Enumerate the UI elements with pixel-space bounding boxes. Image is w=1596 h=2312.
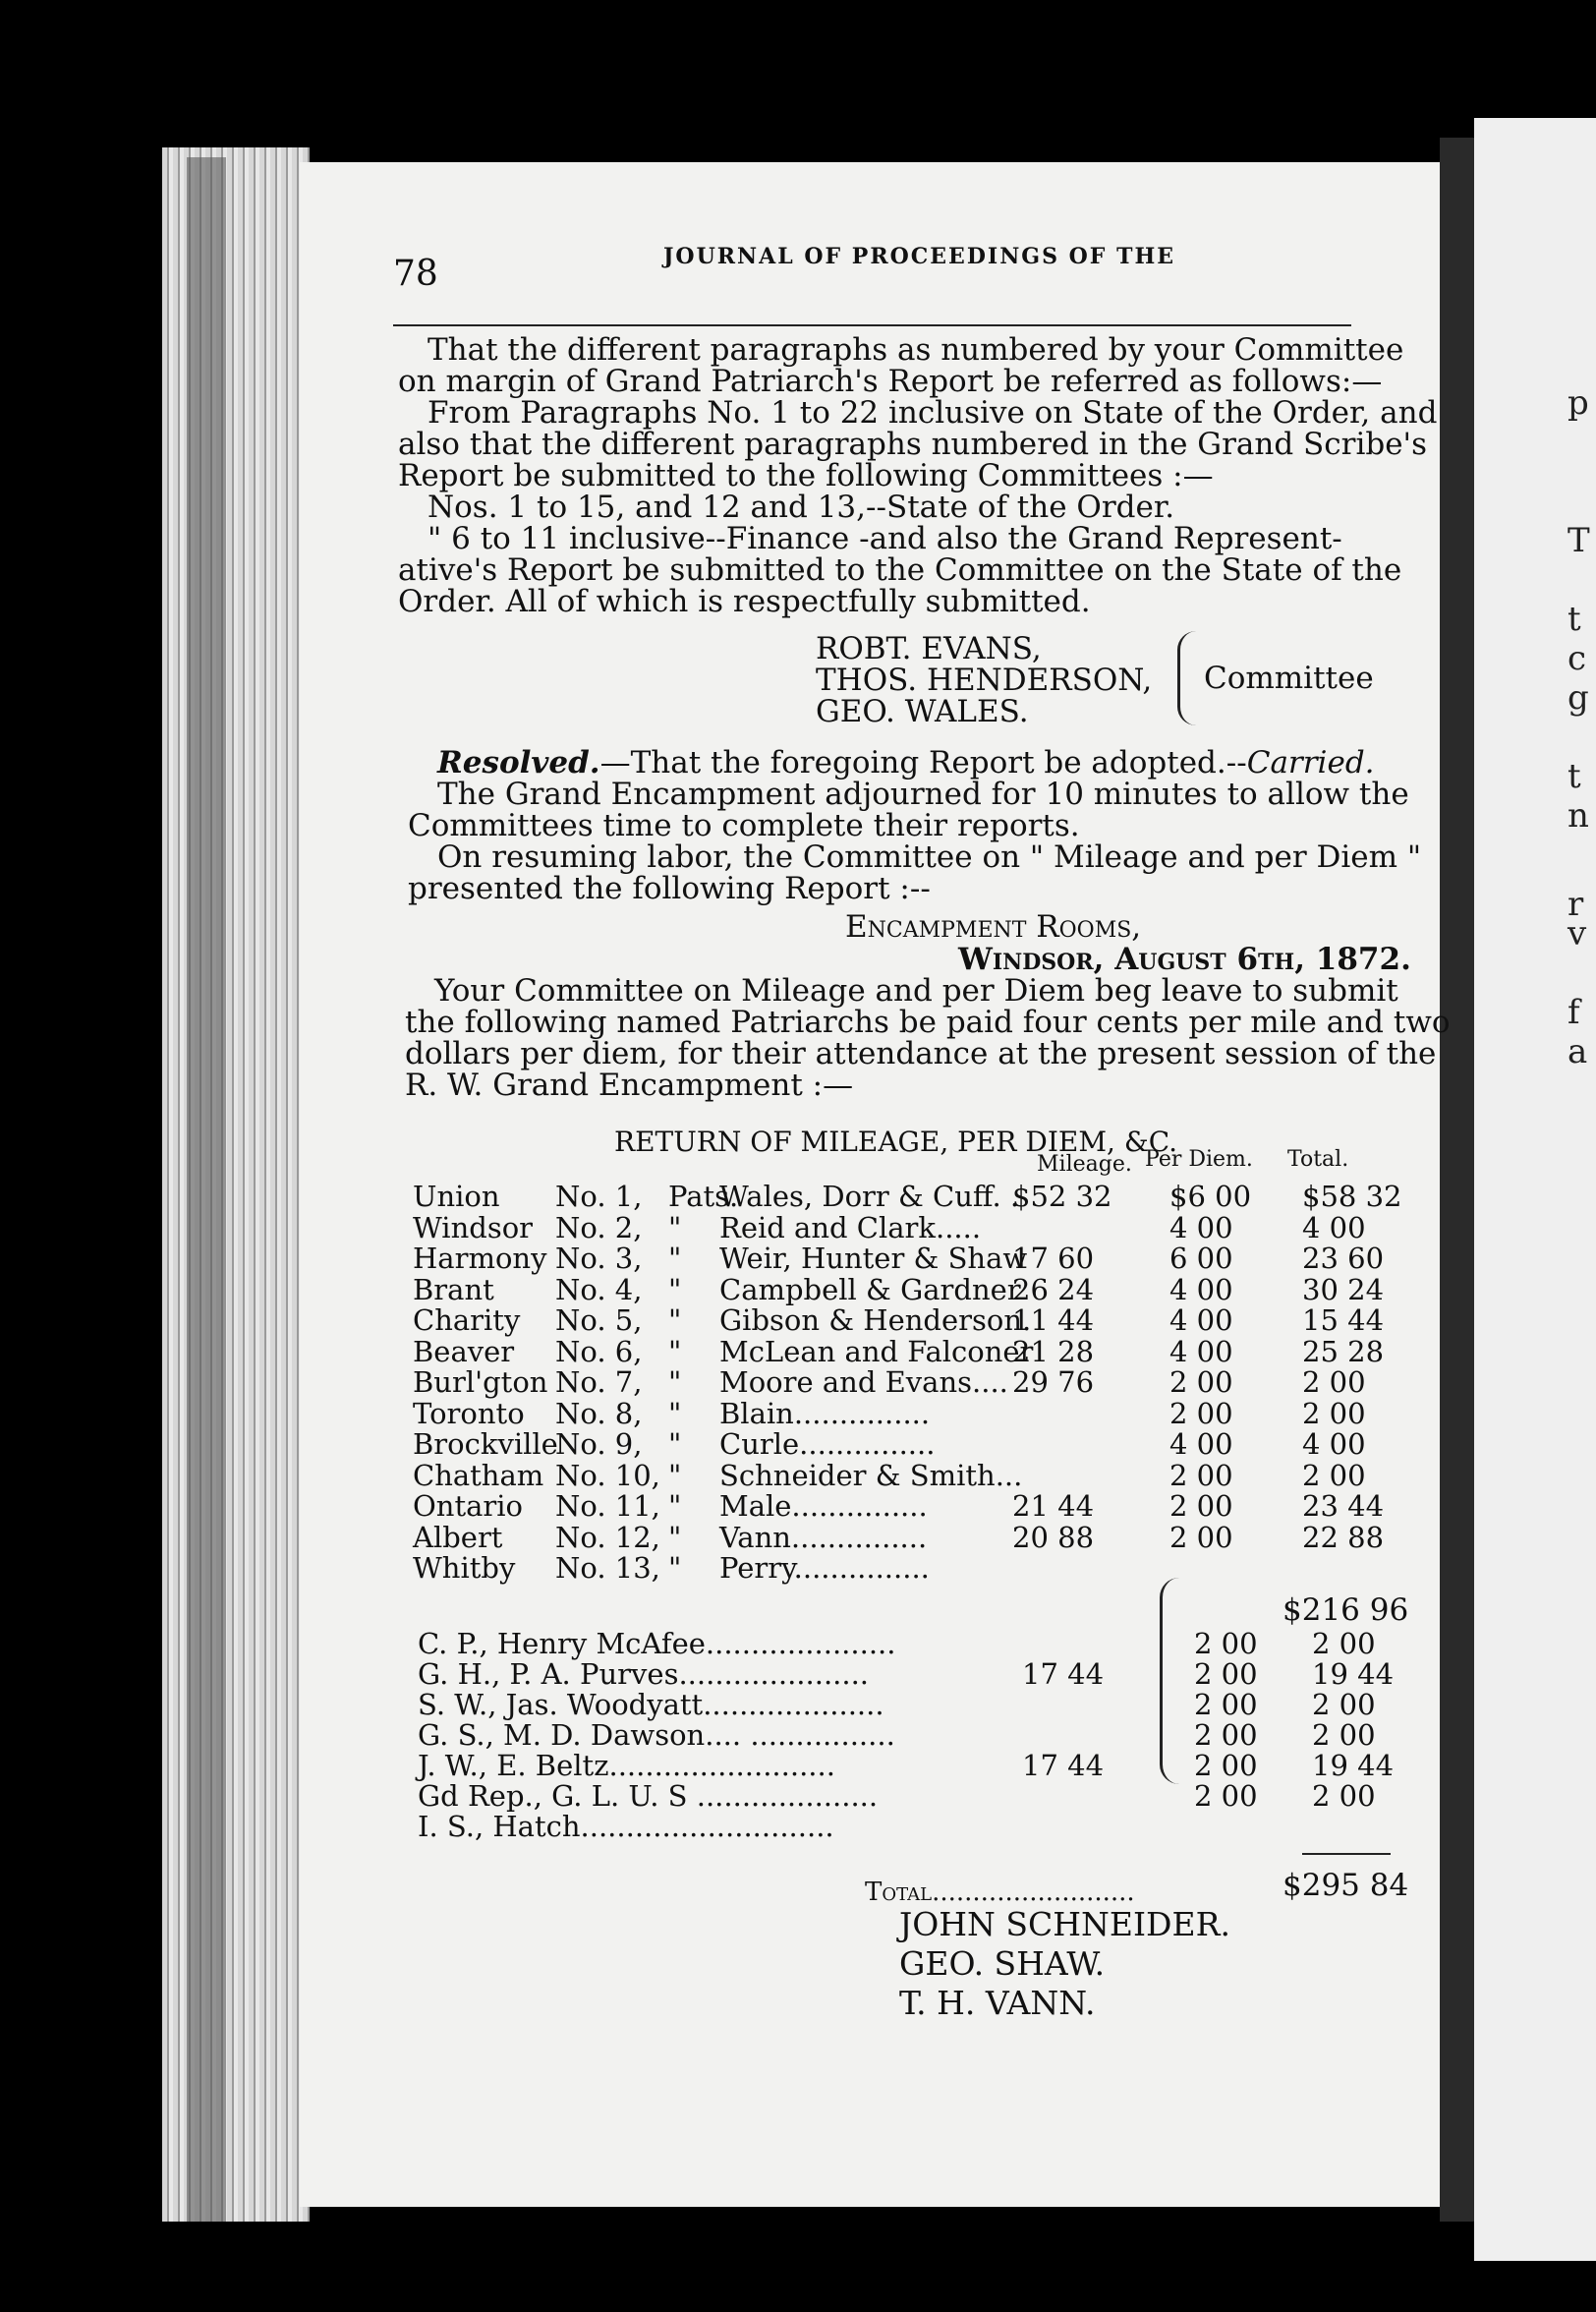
officer-total: 2 00 [1312, 1688, 1376, 1721]
cell-lodge: Albert [413, 1520, 503, 1554]
page-number: 78 [393, 254, 438, 294]
running-head: JOURNAL OF PROCEEDINGS OF THE [663, 244, 1176, 269]
cell-mileage: 29 76 [1012, 1365, 1095, 1399]
cell-no: No. 7, [555, 1365, 643, 1399]
officer-per-diem: 2 00 [1194, 1688, 1258, 1721]
officer-name: S. W., Jas. Woodyatt.................... [418, 1688, 884, 1721]
subtotal: $216 96 [1282, 1592, 1409, 1628]
cell-total: 4 00 [1302, 1427, 1366, 1461]
cell-pats: " [668, 1458, 682, 1492]
header-rule [393, 324, 1351, 326]
committee-signer-3: GEO. WALES. [816, 694, 1029, 729]
cell-names: Perry............... [719, 1551, 930, 1585]
cell-total: 22 88 [1302, 1520, 1385, 1554]
cell-lodge: Brockville [413, 1427, 558, 1461]
cell-lodge: Beaver [413, 1334, 515, 1368]
cell-no: No. 4, [555, 1272, 643, 1306]
officer-mileage: 17 44 [1022, 1657, 1105, 1691]
cell-pats: " [668, 1272, 682, 1306]
cell-mileage: 11 44 [1012, 1303, 1095, 1337]
cell-lodge: Whitby [413, 1551, 516, 1585]
cell-mileage: 21 28 [1012, 1334, 1095, 1368]
cell-mileage: 20 88 [1012, 1520, 1095, 1554]
cell-total: 23 60 [1302, 1242, 1385, 1275]
cell-total: 2 00 [1302, 1458, 1366, 1492]
cell-per-diem: 6 00 [1169, 1242, 1233, 1275]
header-total: Total. [1287, 1147, 1349, 1172]
cell-names: Vann............... [719, 1520, 928, 1554]
cell-total: 2 00 [1302, 1396, 1366, 1430]
text-line: On resuming labor, the Committee on " Mileage and per Diem " [437, 839, 1422, 875]
cell-no: No. 2, [555, 1210, 643, 1244]
text-line: The Grand Encampment adjourned for 10 minutes to allow the [437, 777, 1409, 812]
cell-total: 15 44 [1302, 1303, 1385, 1337]
total-label: Total......................... [865, 1878, 1135, 1907]
cell-no: No. 11, [555, 1489, 660, 1523]
cell-lodge: Union [413, 1180, 500, 1213]
next-page-letter: v [1568, 914, 1587, 954]
cell-no: No. 3, [555, 1242, 643, 1275]
committee2-signer-1: JOHN SCHNEIDER. [899, 1905, 1230, 1943]
cell-per-diem: 4 00 [1169, 1272, 1233, 1306]
text-line: the following named Patriarchs be paid four cents per mile and two [405, 1005, 1451, 1040]
cell-names: Weir, Hunter & Shaw [719, 1242, 1028, 1275]
text-line: presented the following Report :-- [408, 871, 931, 906]
next-page-letter: r [1568, 885, 1584, 924]
cell-per-diem: 4 00 [1169, 1303, 1233, 1337]
table-title: RETURN OF MILEAGE, PER DIEM, &C. [614, 1126, 1178, 1158]
cell-no: No. 1, [555, 1180, 643, 1213]
total-value: $295 84 [1282, 1868, 1409, 1903]
cell-no: No. 13, [555, 1551, 660, 1585]
text-line: on margin of Grand Patriarch's Report be referred as follows:— [398, 364, 1383, 399]
officer-per-diem: 2 00 [1194, 1718, 1258, 1752]
cell-pats: " [668, 1489, 682, 1523]
text-line: Order. All of which is respectfully submitted. [398, 584, 1091, 619]
cell-names: Wales, Dorr & Cuff. . [719, 1180, 1020, 1213]
cell-lodge: Burl'gton [413, 1365, 548, 1399]
officer-per-diem: 2 00 [1194, 1779, 1258, 1813]
cell-pats: Pats. [668, 1180, 739, 1213]
cell-pats: " [668, 1303, 682, 1337]
header-mileage: Mileage. [1037, 1152, 1132, 1177]
next-page-letter: a [1568, 1032, 1588, 1071]
cell-pats: " [668, 1520, 682, 1554]
officer-per-diem: 2 00 [1194, 1657, 1258, 1691]
cell-pats: " [668, 1427, 682, 1461]
cell-no: No. 10, [555, 1458, 660, 1492]
committee2-signer-2: GEO. SHAW. [899, 1944, 1106, 1983]
cell-pats: " [668, 1551, 682, 1585]
cell-lodge: Ontario [413, 1489, 523, 1523]
officer-name: J. W., E. Beltz......................... [418, 1749, 835, 1782]
cell-names: Schneider & Smith... [719, 1458, 1023, 1492]
cell-names: Reid and Clark..... [719, 1210, 982, 1244]
next-page-letter: p [1568, 383, 1589, 423]
officer-total: 19 44 [1312, 1657, 1395, 1691]
cell-lodge: Harmony [413, 1242, 547, 1275]
cell-per-diem: 2 00 [1169, 1489, 1233, 1523]
cell-per-diem: $6 00 [1169, 1180, 1252, 1213]
text-line: ative's Report be submitted to the Committee on the State of the [398, 552, 1402, 588]
dateline-place: Encampment Rooms, [845, 909, 1142, 945]
next-page-letter: g [1568, 678, 1589, 718]
cell-names: Moore and Evans.... [719, 1365, 1008, 1399]
next-page-letter: T [1568, 521, 1590, 560]
officer-mileage: 17 44 [1022, 1749, 1105, 1782]
officer-per-diem: 2 00 [1194, 1627, 1258, 1660]
officer-per-diem: 2 00 [1194, 1749, 1258, 1782]
next-page-letter: f [1568, 993, 1580, 1032]
cell-no: No. 6, [555, 1334, 643, 1368]
book-spine-shadow [187, 157, 226, 2222]
text-line: Report be submitted to the following Committees :— [398, 458, 1214, 493]
officer-name: C. P., Henry McAfee..................... [418, 1627, 896, 1660]
next-page-letter: t [1568, 757, 1581, 796]
committee-signer-1: ROBT. EVANS, [816, 631, 1042, 666]
cell-mileage: $52 32 [1012, 1180, 1112, 1213]
cell-per-diem: 4 00 [1169, 1427, 1233, 1461]
next-page-letter: n [1568, 796, 1589, 836]
committee-label: Committee [1204, 661, 1374, 696]
cell-pats: " [668, 1396, 682, 1430]
cell-total: 23 44 [1302, 1489, 1385, 1523]
committee-brace [1177, 631, 1196, 725]
text-line: dollars per diem, for their attendance at the present session of the [405, 1036, 1437, 1071]
cell-per-diem: 2 00 [1169, 1458, 1233, 1492]
cell-pats: " [668, 1210, 682, 1244]
text-line: Your Committee on Mileage and per Diem beg leave to submit [434, 973, 1398, 1009]
cell-per-diem: 2 00 [1169, 1520, 1233, 1554]
cell-total: 2 00 [1302, 1365, 1366, 1399]
cell-lodge: Toronto [413, 1396, 525, 1430]
resolved-text: —That the foregoing Report be adopted.-- [599, 745, 1247, 780]
cell-lodge: Windsor [413, 1210, 534, 1244]
cell-mileage: 17 60 [1012, 1242, 1095, 1275]
text-line: R. W. Grand Encampment :— [405, 1068, 854, 1103]
text-line: From Paragraphs No. 1 to 22 inclusive on State of the Order, and [428, 395, 1438, 431]
officer-name: Gd Rep., G. L. U. S .................... [418, 1779, 879, 1813]
resolved-label: Resolved. [437, 745, 600, 780]
cell-names: Male............... [719, 1489, 928, 1523]
cell-no: No. 5, [555, 1303, 643, 1337]
book-page-edges [162, 147, 310, 2222]
officer-name: G. S., M. D. Dawson.... ................ [418, 1718, 895, 1752]
officers-brace [1160, 1578, 1180, 1784]
cell-per-diem: 2 00 [1169, 1396, 1233, 1430]
cell-pats: " [668, 1334, 682, 1368]
header-per-diem: Per Diem. [1145, 1147, 1253, 1172]
officer-name: G. H., P. A. Purves..................... [418, 1657, 870, 1691]
committee-signer-2: THOS. HENDERSON, [816, 663, 1153, 698]
cell-per-diem: 4 00 [1169, 1210, 1233, 1244]
cell-per-diem: 4 00 [1169, 1334, 1233, 1368]
cell-names: Gibson & Henderson. [719, 1303, 1032, 1337]
cell-mileage: 26 24 [1012, 1272, 1095, 1306]
next-page-letter: c [1568, 639, 1587, 678]
text-line: That the different paragraphs as numbered by your Committee [428, 332, 1404, 368]
total-rule [1302, 1853, 1391, 1855]
cell-no: No. 8, [555, 1396, 643, 1430]
text-line: Nos. 1 to 15, and 12 and 13,--State of the Order. [428, 490, 1175, 525]
officer-total: 2 00 [1312, 1718, 1376, 1752]
cell-names: Blain............... [719, 1396, 931, 1430]
officer-total: 19 44 [1312, 1749, 1395, 1782]
cell-mileage: 21 44 [1012, 1489, 1095, 1523]
officer-name: I. S., Hatch............................ [418, 1810, 834, 1843]
cell-total: $58 32 [1302, 1180, 1402, 1213]
cell-lodge: Charity [413, 1303, 521, 1337]
cell-no: No. 9, [555, 1427, 643, 1461]
cell-no: No. 12, [555, 1520, 660, 1554]
text-line: also that the different paragraphs numbered in the Grand Scribe's [398, 427, 1427, 462]
cell-names: McLean and Falconer [719, 1334, 1034, 1368]
resolved-carried: Carried. [1246, 745, 1375, 780]
officer-total: 2 00 [1312, 1779, 1376, 1813]
text-line: Committees time to complete their reports. [408, 808, 1080, 843]
text-line: " 6 to 11 inclusive--Finance -and also the Grand Represent- [428, 521, 1342, 556]
cell-names: Curle............... [719, 1427, 936, 1461]
officer-total: 2 00 [1312, 1627, 1376, 1660]
cell-total: 25 28 [1302, 1334, 1385, 1368]
next-page-edge [1474, 118, 1596, 2261]
cell-names: Campbell & Gardner [719, 1272, 1021, 1306]
cell-per-diem: 2 00 [1169, 1365, 1233, 1399]
resolved-line [437, 745, 1375, 780]
next-page-letter: t [1568, 600, 1581, 639]
cell-pats: " [668, 1242, 682, 1275]
cell-total: 4 00 [1302, 1210, 1366, 1244]
cell-lodge: Brant [413, 1272, 494, 1306]
committee2-signer-3: T. H. VANN. [899, 1984, 1096, 2022]
cell-total: 30 24 [1302, 1272, 1385, 1306]
cell-lodge: Chatham [413, 1458, 544, 1492]
cell-pats: " [668, 1365, 682, 1399]
dateline-date: Windsor, August 6th, 1872. [958, 942, 1411, 977]
